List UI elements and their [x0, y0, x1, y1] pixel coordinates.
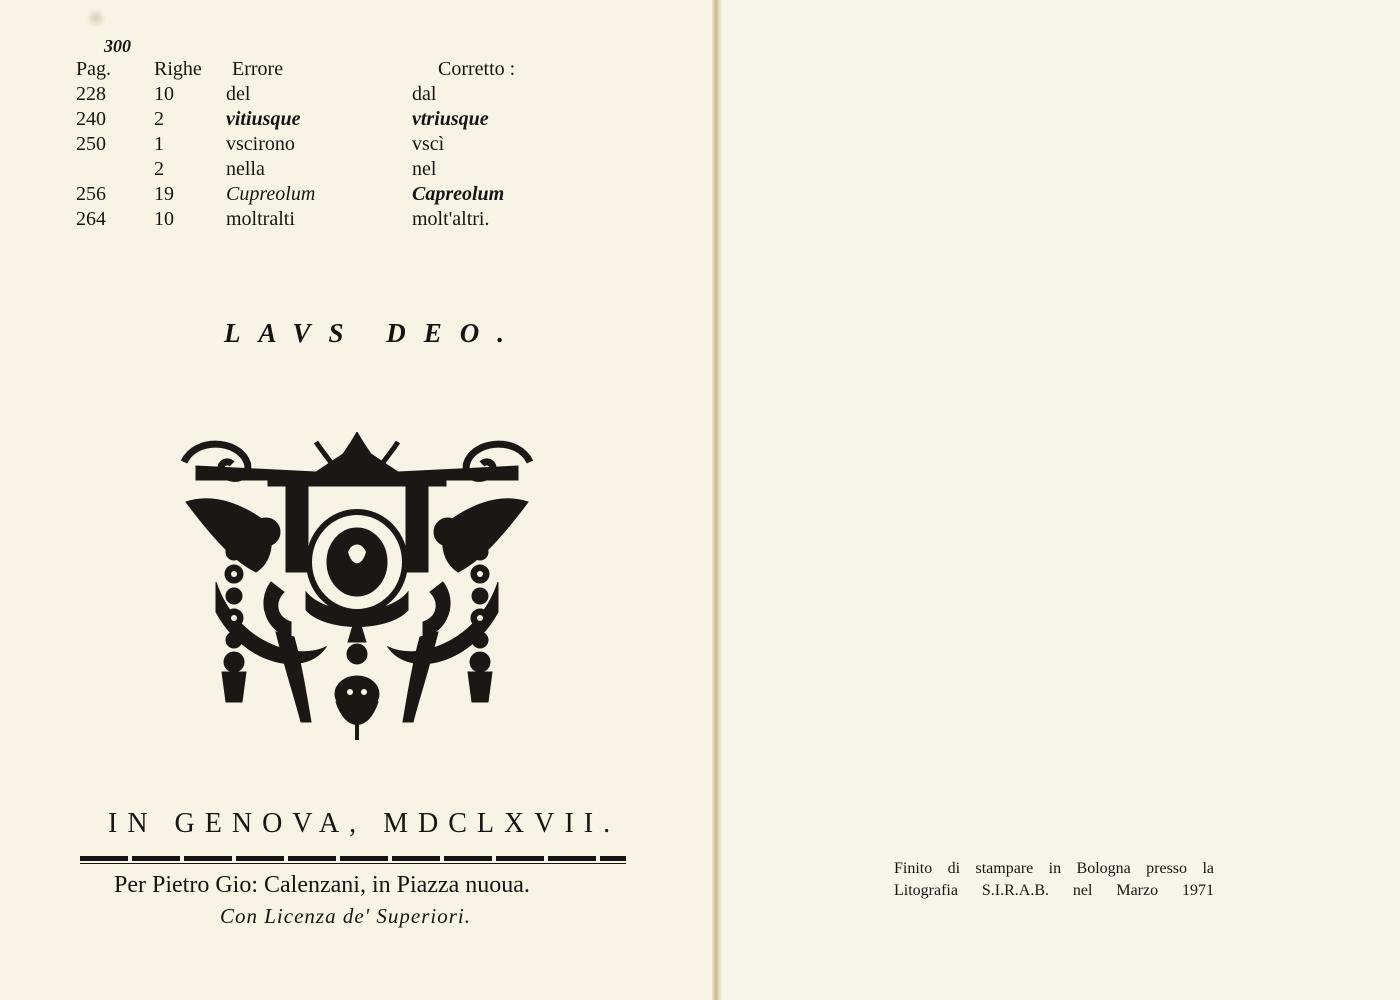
errata-row — [76, 83, 546, 108]
imprint-place-date: IN GENOVA, MDCLXVII. — [108, 808, 621, 839]
errata-line: 2 — [154, 108, 164, 130]
right-page — [722, 0, 1400, 1000]
laus-deo-heading: LAVS DEO. — [224, 318, 523, 348]
errata-correct: vtriusque — [412, 108, 489, 130]
errata-page: 228 — [76, 83, 106, 105]
errata-error: moltralti — [226, 208, 295, 230]
errata-error: Cupreolum — [226, 183, 316, 205]
errata-page: 240 — [76, 108, 106, 130]
header-correct: Corretto : — [438, 58, 516, 80]
errata-page: 264 — [76, 208, 106, 230]
header-page: Pag. — [76, 58, 111, 80]
errata-correct: nel — [412, 158, 437, 180]
imprint-printer: Per Pietro Gio: Calenzani, in Piazza nuoua. — [114, 872, 530, 898]
errata-line: 10 — [154, 208, 174, 230]
page-number: 300 — [104, 36, 131, 56]
errata-page: 256 — [76, 183, 106, 205]
errata-line: 19 — [154, 183, 174, 205]
errata-row — [76, 133, 546, 158]
errata-correct: dal — [412, 83, 437, 105]
errata-line: 1 — [154, 133, 164, 155]
errata-row — [76, 208, 546, 233]
colophon — [894, 858, 1214, 902]
errata-line: 10 — [154, 83, 174, 105]
errata-error: vitiusque — [226, 108, 301, 130]
errata-correct: Capreolum — [412, 183, 505, 205]
errata-line: 2 — [154, 158, 164, 180]
errata-error: del — [226, 83, 251, 105]
page-stain — [86, 8, 106, 28]
colophon-line-2: Litografia S.I.R.A.B. nel Marzo 1971 — [894, 882, 1214, 899]
errata-correct: vscì — [412, 133, 445, 155]
imprint-license: Con Licenza de' Superiori. — [220, 904, 471, 928]
errata-page: 250 — [76, 133, 106, 155]
errata-header-row — [76, 58, 546, 83]
header-error: Errore — [232, 58, 284, 80]
colophon-line-1: Finito di stampare in Bologna presso la — [894, 860, 1214, 877]
errata-correct: molt'altri. — [412, 208, 490, 230]
errata-table — [76, 58, 546, 233]
header-line: Righe — [154, 58, 202, 80]
errata-row — [76, 183, 546, 208]
errata-error: nella — [226, 158, 265, 180]
errata-row — [76, 158, 546, 183]
errata-row — [76, 108, 546, 133]
imprint-rule — [80, 856, 626, 861]
woodcut-ornament-icon — [176, 432, 538, 742]
errata-error: vscirono — [226, 133, 295, 155]
book-gutter — [712, 0, 722, 1000]
imprint-rule-thin — [80, 863, 626, 864]
